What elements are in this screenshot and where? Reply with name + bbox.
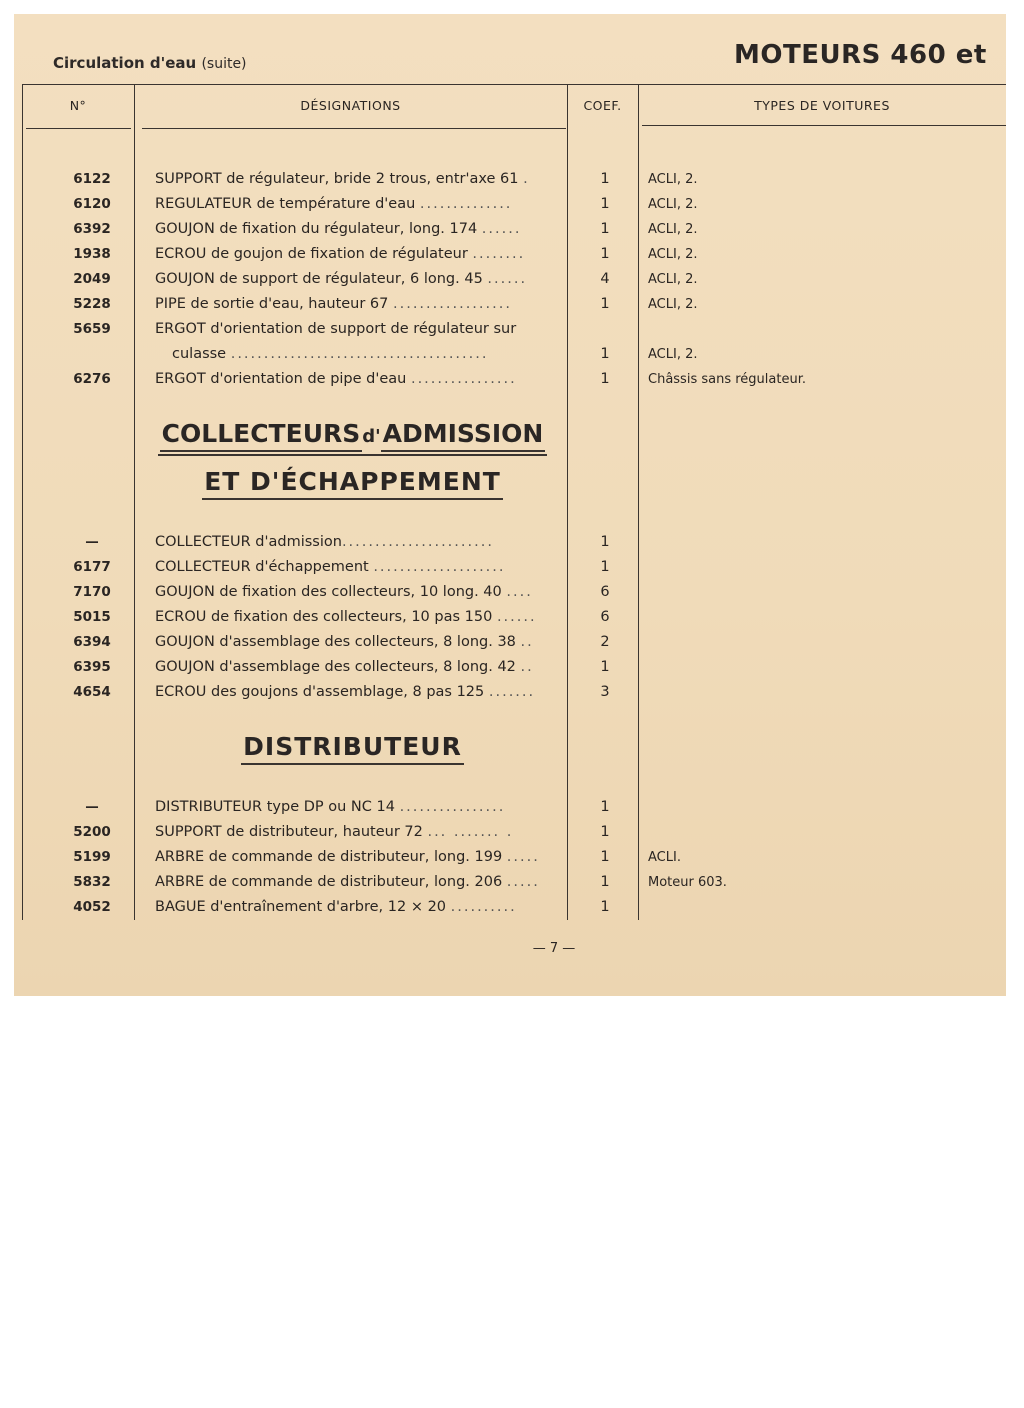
coefficient: 1 <box>600 659 610 675</box>
header-rule-num <box>26 128 131 129</box>
coefficient: 1 <box>600 559 610 575</box>
coefficient: 1 <box>600 246 610 262</box>
designation: REGULATEUR de température d'eau .............. <box>155 196 513 212</box>
col-header-num: N° <box>69 98 87 113</box>
col-header-types: TYPES DE VOITURES <box>754 98 890 113</box>
header-rule-types <box>642 125 1006 126</box>
designation: culasse ....................................... <box>172 346 489 362</box>
designation-text: DISTRIBUTEUR type DP ou NC 14 <box>155 799 395 815</box>
table-row <box>14 870 1006 895</box>
designation-text: ECROU de fixation des collecteurs, 10 pas 150 <box>155 609 493 625</box>
table-row <box>14 217 1006 242</box>
part-number: 4052 <box>73 899 111 915</box>
col-header-coef: COEF. <box>583 98 622 113</box>
part-number: 5015 <box>73 609 111 625</box>
part-number: 6177 <box>73 559 111 575</box>
vehicle-types: ACLI, 2. <box>648 297 698 312</box>
page-title: MOTEURS 460 et <box>734 40 987 70</box>
vehicle-types: ACLI, 2. <box>648 347 698 362</box>
designation: SUPPORT de régulateur, bride 2 trous, entr'axe 61 . <box>155 171 530 187</box>
page-number: — 7 — <box>532 941 576 956</box>
part-number: — <box>85 534 99 550</box>
designation <box>155 317 567 342</box>
designation: ECROU de fixation des collecteurs, 10 pas 150 ...... <box>155 609 537 625</box>
designation-text: GOUJON de support de régulateur, 6 long. 45 <box>155 271 483 287</box>
vehicle-types <box>648 317 988 342</box>
designation-text: SUPPORT de distributeur, hauteur 72 <box>155 824 423 840</box>
designation-text: COLLECTEUR d'échappement <box>155 559 369 575</box>
designation: ARBRE de commande de distributeur, long. 206 ..... <box>155 874 540 890</box>
designation-text: SUPPORT de régulateur, bride 2 trous, entr'axe 61 <box>155 171 519 187</box>
table-row <box>14 680 1006 705</box>
table-row <box>14 655 1006 680</box>
designation-text: PIPE de sortie d'eau, hauteur 67 <box>155 296 389 312</box>
table-row <box>14 820 1006 845</box>
part-number: 5659 <box>73 321 111 337</box>
designation: ECROU de goujon de fixation de régulateur ........ <box>155 246 526 262</box>
section-header <box>53 54 247 72</box>
part-number: 2049 <box>73 271 111 287</box>
header-suffix: (suite) <box>201 56 247 72</box>
vehicle-types <box>648 820 988 845</box>
designation-text: culasse <box>172 346 227 362</box>
vehicle-types: ACLI, 2. <box>648 222 698 237</box>
coefficient: 1 <box>600 799 610 815</box>
table-row <box>14 317 1006 342</box>
designation-text: GOUJON de fixation du régulateur, long. 174 <box>155 221 478 237</box>
designation-text: REGULATEUR de température d'eau <box>155 196 416 212</box>
coefficient: 1 <box>600 371 610 387</box>
section-title-part: ADMISSION <box>381 419 546 452</box>
part-number: 6120 <box>73 196 111 212</box>
designation: SUPPORT de distributeur, hauteur 72 ... ....... . <box>155 824 514 840</box>
coefficient: 1 <box>600 196 610 212</box>
part-number: 6394 <box>73 634 111 650</box>
col-header-designations: DÉSIGNATIONS <box>300 98 401 113</box>
table-row <box>14 580 1006 605</box>
table-row <box>14 845 1006 870</box>
designation: ARBRE de commande de distributeur, long. 199 ..... <box>155 849 540 865</box>
coefficient: 6 <box>600 609 610 625</box>
designation: GOUJON d'assemblage des collecteurs, 8 long. 42 .. <box>155 659 534 675</box>
table-row <box>14 530 1006 555</box>
vehicle-types: Châssis sans régulateur. <box>648 372 806 387</box>
coefficient: 4 <box>600 271 610 287</box>
part-number: 6395 <box>73 659 111 675</box>
designation: GOUJON d'assemblage des collecteurs, 8 long. 38 .. <box>155 634 534 650</box>
vehicle-types: ACLI. <box>648 850 681 865</box>
table-row <box>14 895 1006 920</box>
coefficient: 1 <box>600 221 610 237</box>
part-number: 5832 <box>73 874 111 890</box>
part-number: 7170 <box>73 584 111 600</box>
part-number: 6122 <box>73 171 111 187</box>
designation: BAGUE d'entraînement d'arbre, 12 × 20 .......... <box>155 899 517 915</box>
part-number: 5199 <box>73 849 111 865</box>
coefficient: 1 <box>600 874 610 890</box>
table-row <box>14 267 1006 292</box>
designation: GOUJON de support de régulateur, 6 long. 45 ...... <box>155 271 528 287</box>
part-number: 5228 <box>73 296 111 312</box>
table-row <box>14 192 1006 217</box>
designation-text: ARBRE de commande de distributeur, long. 206 <box>155 874 503 890</box>
designation-text: ECROU des goujons d'assemblage, 8 pas 125 <box>155 684 485 700</box>
coefficient: 6 <box>600 584 610 600</box>
table-row <box>14 167 1006 192</box>
table-row <box>14 555 1006 580</box>
header-title: Circulation d'eau <box>53 54 197 72</box>
part-number <box>36 342 148 367</box>
coefficient: 1 <box>600 849 610 865</box>
part-number: — <box>85 799 99 815</box>
section-subtitle-echappement <box>136 467 569 500</box>
table-row <box>14 605 1006 630</box>
vehicle-types: ACLI, 2. <box>648 172 698 187</box>
designation: COLLECTEUR d'échappement .................... <box>155 559 506 575</box>
coefficient: 1 <box>600 171 610 187</box>
designation: ERGOT d'orientation de pipe d'eau ................ <box>155 371 517 387</box>
designation: COLLECTEUR d'admission....................... <box>155 534 494 550</box>
part-number: 6392 <box>73 221 111 237</box>
part-number: 4654 <box>73 684 111 700</box>
designation-text: GOUJON d'assemblage des collecteurs, 8 long. 38 <box>155 634 516 650</box>
top-rule <box>22 84 1006 85</box>
table-row <box>14 795 1006 820</box>
vehicle-types <box>648 795 988 820</box>
designation-text: ERGOT d'orientation de support de régulateur sur <box>155 321 517 337</box>
designation: GOUJON de fixation des collecteurs, 10 long. 40 .... <box>155 584 533 600</box>
part-number: 6276 <box>73 371 111 387</box>
designation: GOUJON de fixation du régulateur, long. 174 ...... <box>155 221 522 237</box>
section-title-part: COLLECTEURS <box>160 419 363 452</box>
vehicle-types: ACLI, 2. <box>648 272 698 287</box>
coefficient: 1 <box>600 899 610 915</box>
section-title-part: DISTRIBUTEUR <box>241 732 464 765</box>
coefficient <box>569 317 641 342</box>
designation: PIPE de sortie d'eau, hauteur 67 .................. <box>155 296 512 312</box>
section-title-part: d' <box>362 426 381 447</box>
designation-text: GOUJON de fixation des collecteurs, 10 long. 40 <box>155 584 502 600</box>
coefficient: 1 <box>600 296 610 312</box>
vehicle-types: Moteur 603. <box>648 875 727 890</box>
vehicle-types: ACLI, 2. <box>648 247 698 262</box>
coefficient: 2 <box>600 634 610 650</box>
coefficient: 1 <box>600 824 610 840</box>
vehicle-types <box>648 895 988 920</box>
coefficient: 1 <box>600 346 610 362</box>
designation-text: ERGOT d'orientation de pipe d'eau <box>155 371 407 387</box>
coefficient: 1 <box>600 534 610 550</box>
table-row <box>14 292 1006 317</box>
coefficient: 3 <box>600 684 610 700</box>
designation-text: BAGUE d'entraînement d'arbre, 12 × 20 <box>155 899 447 915</box>
section-title-distributeur <box>136 732 569 765</box>
section-title-collecteurs <box>136 419 569 456</box>
designation-text: GOUJON d'assemblage des collecteurs, 8 long. 42 <box>155 659 516 675</box>
part-number: 1938 <box>73 246 111 262</box>
table-row <box>14 630 1006 655</box>
section-title-part: ET D'ÉCHAPPEMENT <box>202 467 503 500</box>
table-row <box>14 367 1006 392</box>
vehicle-types: ACLI, 2. <box>648 197 698 212</box>
header-rule-desig <box>142 128 566 129</box>
designation: ECROU des goujons d'assemblage, 8 pas 125 ....... <box>155 684 536 700</box>
designation-text: COLLECTEUR d'admission <box>155 534 342 550</box>
designation: DISTRIBUTEUR type DP ou NC 14 ................ <box>155 799 506 815</box>
designation-text: ARBRE de commande de distributeur, long. 199 <box>155 849 503 865</box>
table-row <box>14 242 1006 267</box>
part-number: 5200 <box>73 824 111 840</box>
document-page <box>14 14 1006 996</box>
table-row <box>14 342 1006 367</box>
designation-text: ECROU de goujon de fixation de régulateur <box>155 246 468 262</box>
